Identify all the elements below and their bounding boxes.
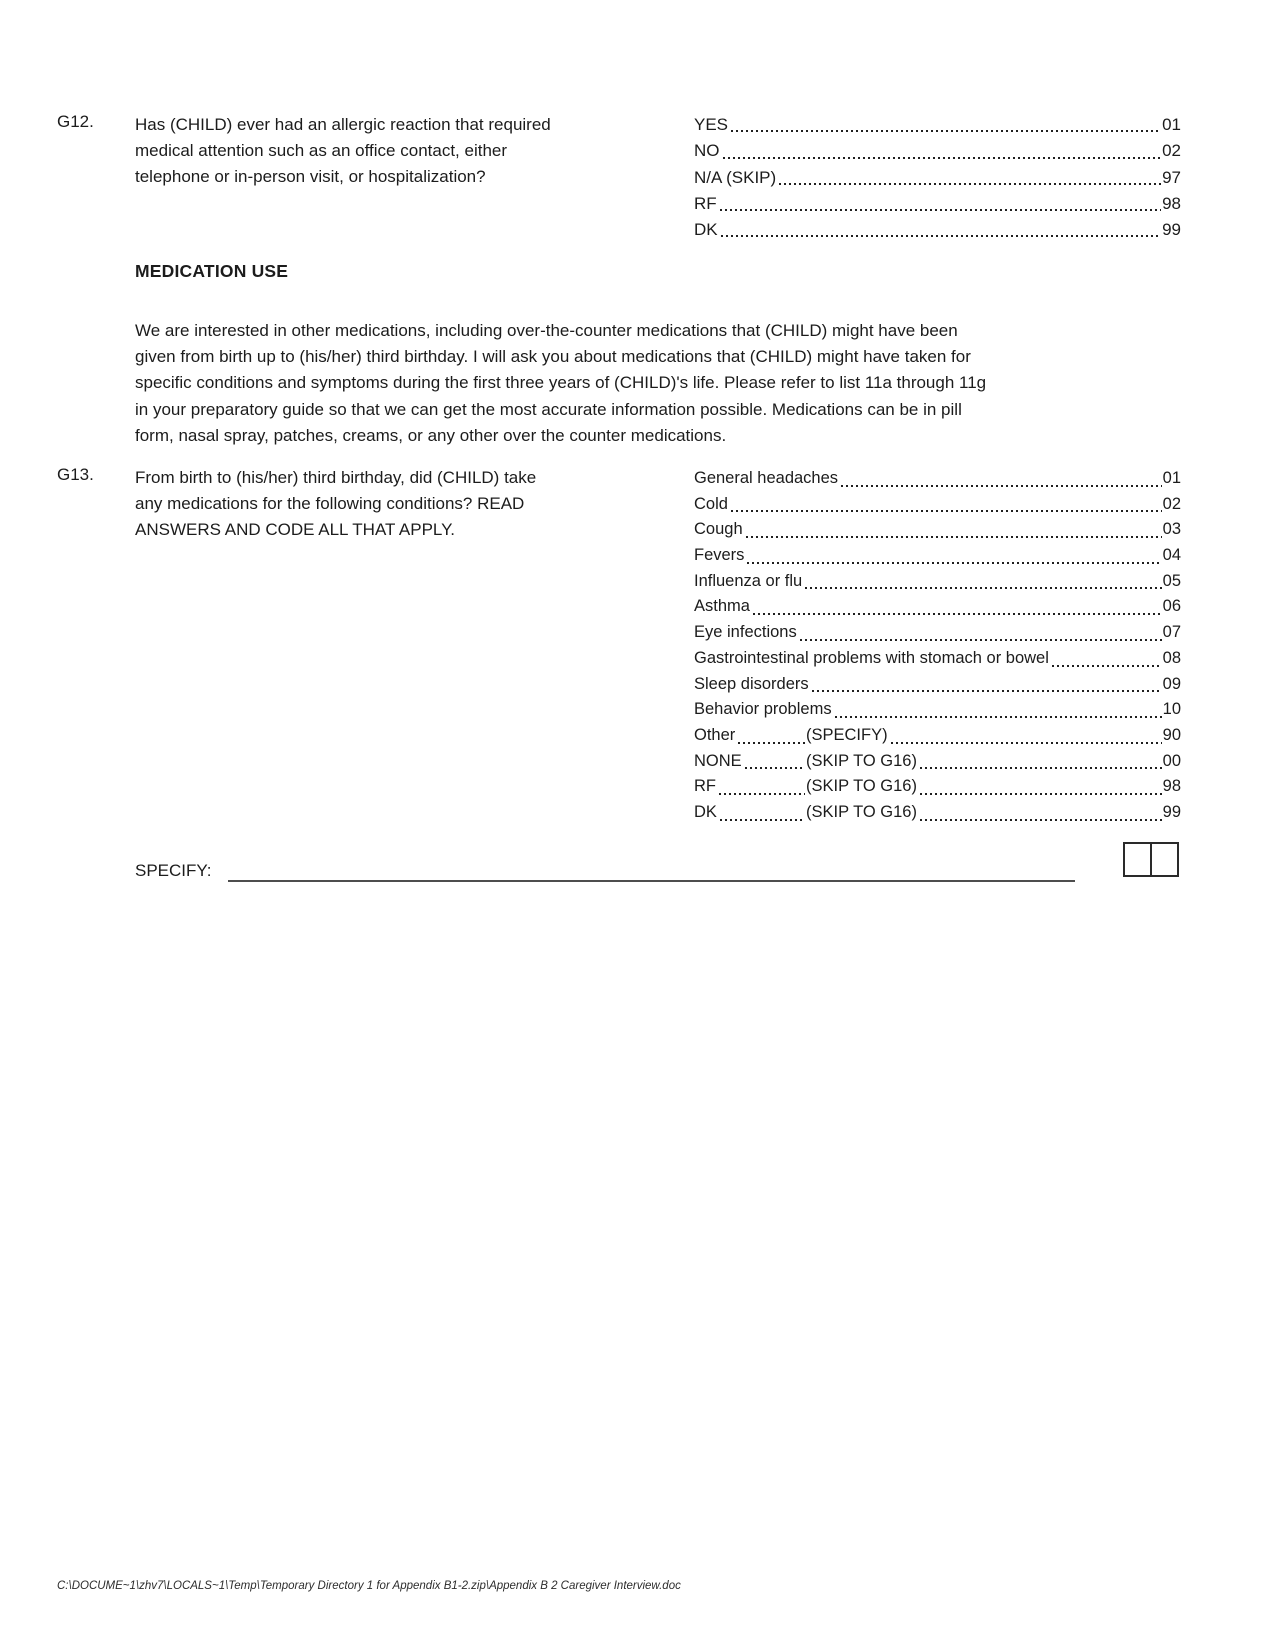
- answer-option-row: [694, 620, 1181, 646]
- code-entry-box: [1123, 842, 1152, 877]
- answer-option-row: [694, 191, 1181, 217]
- option-label: Cough: [694, 520, 743, 539]
- option-label: Gastrointestinal problems with stomach or bowel: [694, 648, 1049, 667]
- option-label-group: [694, 774, 806, 800]
- option-label: RF: [694, 777, 716, 796]
- option-label: Behavior problems: [694, 700, 832, 719]
- option-code: 10: [1162, 700, 1181, 719]
- dot-leader: [738, 742, 805, 744]
- answer-option-row: [694, 517, 1181, 543]
- option-label: Fevers: [694, 546, 745, 565]
- dot-leader: [920, 767, 1162, 769]
- dot-leader: [720, 209, 1161, 211]
- answer-option-row: [694, 569, 1181, 595]
- answer-option-row: [694, 646, 1181, 672]
- option-label: NO: [694, 141, 720, 161]
- option-code: 07: [1162, 623, 1181, 642]
- answer-option-row: [694, 672, 1181, 698]
- answer-option-row: [694, 749, 1181, 775]
- option-code: 00: [1162, 751, 1181, 770]
- option-label: DK: [694, 220, 718, 240]
- answer-option-row: [694, 723, 1181, 749]
- option-skip-instruction: (SKIP TO G16): [806, 751, 917, 770]
- question-line: telephone or in-person visit, or hospitalization?: [135, 167, 486, 187]
- code-entry-box: [1150, 842, 1179, 877]
- dot-leader: [731, 510, 1162, 512]
- option-label-group: [694, 723, 806, 749]
- answer-options-g12: [694, 112, 1181, 243]
- dot-leader: [721, 235, 1161, 237]
- dot-leader: [720, 819, 805, 821]
- answer-option-row: [694, 543, 1181, 569]
- answer-option-row: [694, 800, 1181, 826]
- option-label-group: [694, 749, 806, 775]
- option-label: Asthma: [694, 597, 750, 616]
- option-label: Eye infections: [694, 623, 797, 642]
- option-code: 04: [1162, 546, 1181, 565]
- dot-leader: [753, 613, 1162, 615]
- dot-leader: [835, 716, 1162, 718]
- option-label: YES: [694, 115, 729, 134]
- answer-option-row: [694, 138, 1181, 164]
- option-label: N/A (SKIP): [694, 167, 777, 187]
- dot-leader: [891, 742, 1162, 744]
- option-label: Cold: [694, 494, 728, 513]
- answer-option-row: [694, 217, 1181, 243]
- option-code: 98: [1162, 777, 1181, 796]
- answer-option-row: [694, 165, 1181, 191]
- document-path-footer: C:\DOCUME~1\zhv7\LOCALS~1\Temp\Temporary Directory 1 for Appendix B1-2.zip\Appendix B 2 Caregiver Interview.doc: [57, 1580, 681, 1592]
- question-line: Has (CHILD) ever had an allergic reaction that required: [135, 115, 551, 134]
- intro-line: specific conditions and symptoms during the first three years of (CHILD)'s life. Please refer to list 11a through 11g: [135, 373, 987, 393]
- section-intro-paragraph: [135, 318, 986, 449]
- dot-leader: [746, 536, 1162, 538]
- dot-leader: [723, 157, 1162, 159]
- dot-leader: [920, 793, 1162, 795]
- answer-option-row: [694, 774, 1181, 800]
- specify-label: SPECIFY:: [135, 861, 212, 880]
- option-code: 09: [1162, 674, 1181, 693]
- question-line: medical attention such as an office contact, either: [135, 141, 508, 161]
- specify-blank-line: [228, 861, 1075, 882]
- code-entry-boxes: [1123, 842, 1179, 877]
- option-code: 03: [1162, 520, 1181, 539]
- answer-options-g13: [694, 466, 1181, 826]
- dot-leader: [812, 690, 1162, 692]
- answer-option-row: [694, 112, 1181, 138]
- question-number-g13: G13.: [57, 465, 94, 484]
- intro-line: given from birth up to (his/her) third birthday. I will ask you about medications that (CHILD) might have taken for: [135, 347, 971, 367]
- option-label: General headaches: [694, 469, 839, 487]
- option-code: 02: [1162, 141, 1181, 161]
- option-code: 99: [1162, 220, 1181, 240]
- dot-leader: [920, 819, 1162, 821]
- option-skip-instruction: (SKIP TO G16): [806, 777, 917, 796]
- dot-leader: [745, 767, 805, 769]
- option-label: DK: [694, 802, 717, 821]
- answer-option-row: [694, 466, 1181, 492]
- option-skip-instruction: (SPECIFY): [806, 725, 888, 744]
- answer-option-row: [694, 594, 1181, 620]
- option-skip-instruction: (SKIP TO G16): [806, 802, 917, 821]
- option-code: 98: [1162, 193, 1181, 213]
- dot-leader: [747, 562, 1161, 564]
- question-line: From birth to (his/her) third birthday, did (CHILD) take: [135, 468, 537, 487]
- option-code: 06: [1162, 597, 1181, 616]
- option-label: RF: [694, 193, 717, 213]
- option-code: 02: [1162, 494, 1181, 513]
- option-code: 05: [1162, 571, 1181, 590]
- intro-line: in your preparatory guide so that we can get the most accurate information possible. Medications can be in pill: [135, 399, 962, 419]
- dot-leader: [719, 793, 805, 795]
- intro-line: form, nasal spray, patches, creams, or any other over the counter medications.: [135, 425, 727, 445]
- option-code: 99: [1162, 802, 1181, 821]
- option-code: 01: [1162, 115, 1181, 134]
- option-code: 01: [1162, 469, 1181, 487]
- option-code: 90: [1162, 725, 1181, 744]
- dot-leader: [779, 183, 1161, 185]
- option-label: Sleep disorders: [694, 674, 809, 693]
- dot-leader: [841, 485, 1162, 487]
- dot-leader: [1052, 665, 1162, 667]
- dot-leader: [805, 587, 1161, 589]
- intro-line: We are interested in other medications, including over-the-counter medications that (CHILD) might have been: [135, 321, 958, 340]
- dot-leader: [800, 639, 1162, 641]
- answer-option-row: [694, 492, 1181, 518]
- question-text-g13: [135, 465, 655, 544]
- question-number-g12: G12.: [57, 112, 94, 131]
- question-text-g12: [135, 112, 655, 191]
- answer-option-row: [694, 697, 1181, 723]
- section-heading-medication-use: MEDICATION USE: [135, 261, 289, 281]
- option-label-group: [694, 800, 806, 826]
- question-line: ANSWERS AND CODE ALL THAT APPLY.: [135, 520, 455, 540]
- option-code: 97: [1162, 167, 1181, 187]
- option-code: 08: [1162, 648, 1181, 667]
- option-label: Other: [694, 725, 736, 744]
- question-line: any medications for the following conditions? READ: [135, 494, 525, 514]
- option-label: Influenza or flu: [694, 571, 803, 590]
- dot-leader: [731, 130, 1161, 132]
- specify-row: [135, 861, 1075, 882]
- option-label: NONE: [694, 751, 742, 770]
